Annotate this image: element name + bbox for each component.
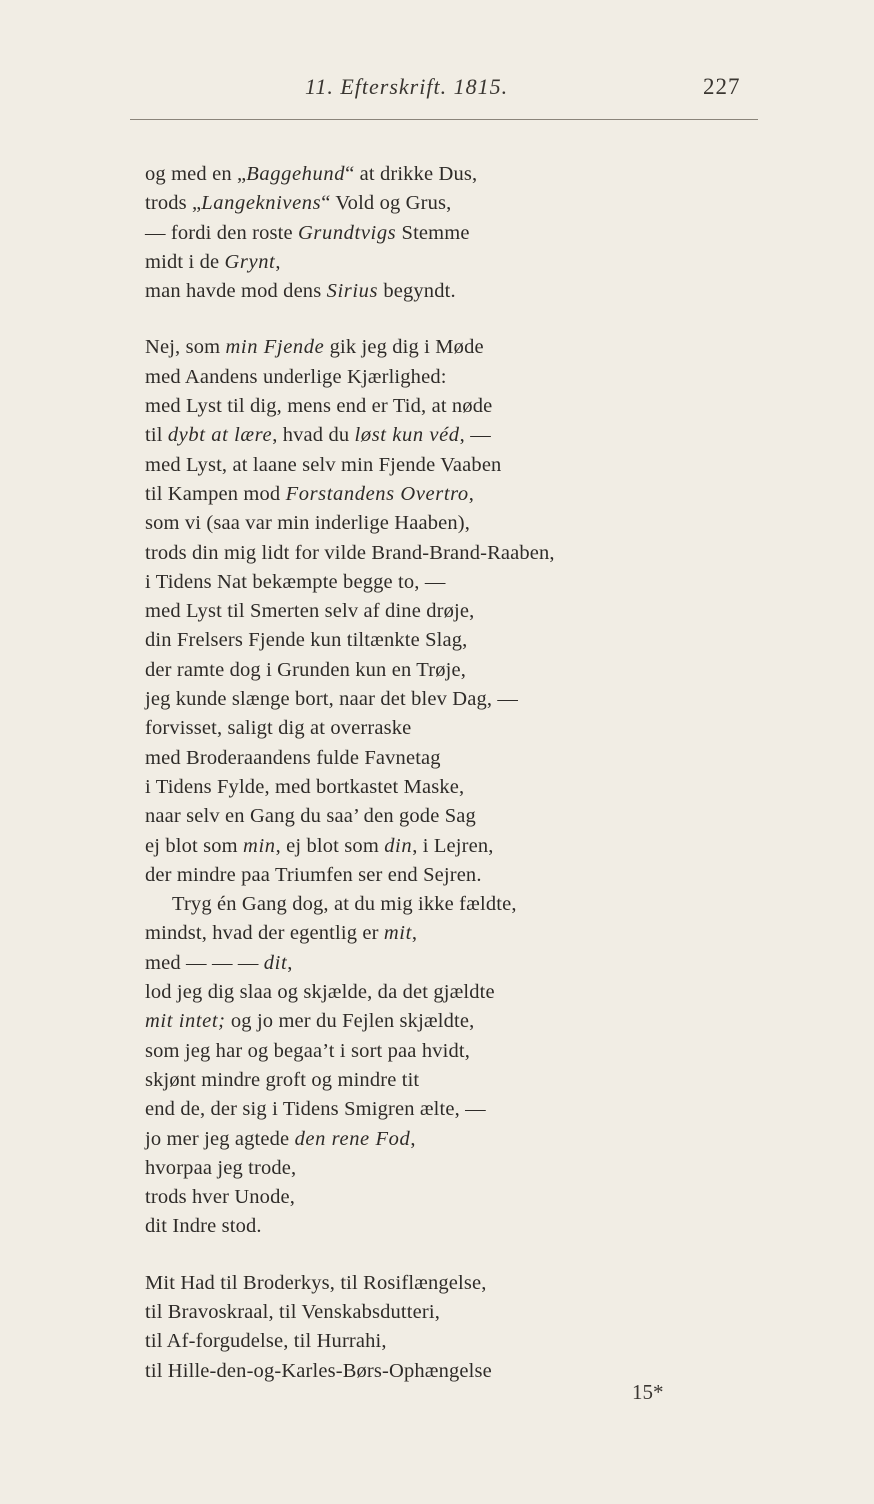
- text-segment: “ Vold og Grus,: [321, 192, 452, 215]
- poem-line: [145, 714, 865, 743]
- text-segment: ,: [468, 482, 475, 505]
- poem-line: [145, 744, 865, 773]
- italic-text: dybt at lære: [167, 424, 273, 447]
- italic-text: Forstandens Overtro: [285, 482, 469, 505]
- text-segment: forvisset, saligt dig at overraske: [145, 717, 412, 740]
- poem-line: [145, 568, 865, 597]
- poem-line: [145, 1066, 865, 1095]
- poem-line: [145, 832, 865, 861]
- text-segment: med Lyst, at laane selv min Fjende Vaaben: [145, 453, 502, 476]
- poem-line: [145, 597, 865, 626]
- text-segment: med Lyst til Smerten selv af dine drøje,: [145, 600, 475, 623]
- italic-text: dit: [263, 951, 288, 974]
- poem-line: [145, 773, 865, 802]
- italic-text: løst kun véd: [354, 424, 460, 447]
- text-segment: lod jeg dig slaa og skjælde, da det gjældte: [145, 981, 495, 1004]
- text-segment: Mit Had til Broderkys, til Rosiflængelse,: [145, 1271, 487, 1294]
- text-segment: mindst, hvad der egentlig er: [145, 922, 384, 945]
- text-segment: til Kampen mod: [145, 482, 286, 505]
- text-segment: til: [145, 424, 168, 447]
- text-segment: med — — —: [145, 951, 264, 974]
- text-segment: naar selv en Gang du saa’ den gode Sag: [145, 805, 476, 828]
- text-segment: , hvad du: [272, 424, 355, 447]
- italic-text: Grundtvigs: [298, 221, 397, 244]
- poem-line: [145, 1298, 865, 1327]
- poem-text: [145, 160, 865, 1386]
- text-segment: og jo mer du Fejlen skjældte,: [225, 1010, 475, 1033]
- text-segment: med Lyst til dig, mens end er Tid, at nøde: [145, 395, 493, 418]
- poem-line: [145, 1183, 865, 1212]
- text-segment: i Tidens Nat bekæmpte begge to, —: [145, 570, 446, 593]
- running-head: 11. Efterskrift. 1815.: [305, 74, 509, 99]
- poem-line: [145, 363, 865, 392]
- text-segment: til Hille-den-og-Karles-Børs-Ophængelse: [145, 1359, 492, 1382]
- text-segment: trods hver Unode,: [145, 1186, 296, 1209]
- italic-text: Grynt: [224, 250, 276, 273]
- poem-line: [145, 160, 865, 189]
- page-number: 227: [703, 74, 741, 99]
- text-segment: med Aandens underlige Kjærlighed:: [145, 365, 447, 388]
- poem-line: [145, 978, 865, 1007]
- poem-line: [145, 890, 865, 919]
- text-segment: og med en „: [145, 163, 247, 185]
- poem-line: [145, 626, 865, 655]
- signature-mark: 15*: [632, 1380, 664, 1404]
- italic-text: min Fjende: [225, 336, 325, 359]
- text-segment: , i Lejren,: [412, 834, 494, 857]
- text-segment: Stemme: [396, 221, 470, 244]
- text-segment: til Bravoskraal, til Venskabsdutteri,: [145, 1300, 440, 1323]
- italic-text: Sirius: [326, 280, 379, 303]
- italic-text: Baggehund: [246, 163, 346, 185]
- poem-line: [145, 277, 865, 306]
- text-segment: skjønt mindre groft og mindre tit: [145, 1068, 420, 1091]
- poem-line: [145, 189, 865, 218]
- italic-text: min: [243, 834, 276, 857]
- text-segment: ,: [275, 250, 281, 273]
- text-segment: midt i de: [145, 250, 225, 273]
- text-segment: man havde mod dens: [145, 280, 327, 303]
- text-segment: dit Indre stod.: [145, 1215, 262, 1238]
- poem-line: [145, 1154, 865, 1183]
- text-segment: som vi (saa var min inderlige Haaben),: [145, 512, 471, 535]
- text-segment: med Broderaandens fulde Favnetag: [145, 746, 441, 769]
- italic-text: den rene Fod: [294, 1127, 411, 1150]
- text-segment: hvorpaa jeg trode,: [145, 1156, 297, 1179]
- text-segment: Nej, som: [145, 336, 226, 359]
- text-segment: jeg kunde slænge bort, naar det blev Dag, —: [145, 688, 519, 711]
- poem-line: [145, 1269, 865, 1298]
- italic-text: mit: [383, 922, 412, 945]
- header-rule: [130, 119, 758, 120]
- text-segment: , —: [459, 424, 491, 447]
- poem-line: [145, 451, 865, 480]
- text-segment: ,: [410, 1127, 416, 1150]
- text-segment: ej blot som: [145, 834, 244, 857]
- poem-line: [145, 685, 865, 714]
- poem-line: [145, 333, 865, 362]
- poem-line: [145, 1327, 865, 1356]
- italic-text: mit intet;: [145, 1010, 226, 1033]
- poem-line: [145, 861, 865, 890]
- text-segment: begyndt.: [378, 280, 456, 303]
- page-header: [0, 74, 874, 110]
- text-segment: jo mer jeg agtede: [145, 1127, 295, 1150]
- text-segment: til Af-forgudelse, til Hurrahi,: [145, 1330, 387, 1353]
- poem-line: [145, 1125, 865, 1154]
- poem-line: [145, 392, 865, 421]
- poem-line: [145, 219, 865, 248]
- poem-line: [145, 421, 865, 450]
- text-segment: ,: [287, 951, 293, 974]
- poem-line: [145, 248, 865, 277]
- text-segment: gik jeg dig i Møde: [324, 336, 484, 359]
- italic-text: din: [384, 834, 413, 857]
- text-segment: din Frelsers Fjende kun tiltænkte Slag,: [145, 629, 468, 652]
- poem-line: [145, 802, 865, 831]
- text-segment: end de, der sig i Tidens Smigren ælte, —: [145, 1098, 486, 1121]
- poem-line: [145, 509, 865, 538]
- text-segment: i Tidens Fylde, med bortkastet Maske,: [145, 775, 465, 798]
- text-segment: som jeg har og begaa’t i sort paa hvidt,: [145, 1039, 471, 1062]
- italic-text: Langeknivens: [201, 192, 322, 215]
- poem-line: [145, 539, 865, 568]
- poem-line: [145, 1095, 865, 1124]
- text-segment: der mindre paa Triumfen ser end Sejren.: [145, 863, 482, 886]
- poem-line: [145, 480, 865, 509]
- poem-line: [145, 1357, 865, 1386]
- poem-line: [145, 656, 865, 685]
- text-segment: “ at drikke Dus,: [345, 163, 478, 185]
- text-segment: , ej blot som: [275, 834, 385, 857]
- text-segment: ,: [411, 922, 418, 945]
- poem-line: [145, 1212, 865, 1241]
- text-segment: — fordi den roste: [145, 221, 298, 244]
- text-segment: der ramte dog i Grunden kun en Trøje,: [145, 658, 466, 681]
- poem-line: [145, 919, 865, 948]
- poem-line: [145, 1037, 865, 1066]
- poem-line: [145, 949, 865, 978]
- text-segment: trods „: [145, 192, 202, 215]
- text-segment: trods din mig lidt for vilde Brand-Brand-Raaben,: [145, 541, 555, 564]
- text-segment: Tryg én Gang dog, at du mig ikke fældte,: [172, 893, 517, 916]
- poem-line: [145, 1007, 865, 1036]
